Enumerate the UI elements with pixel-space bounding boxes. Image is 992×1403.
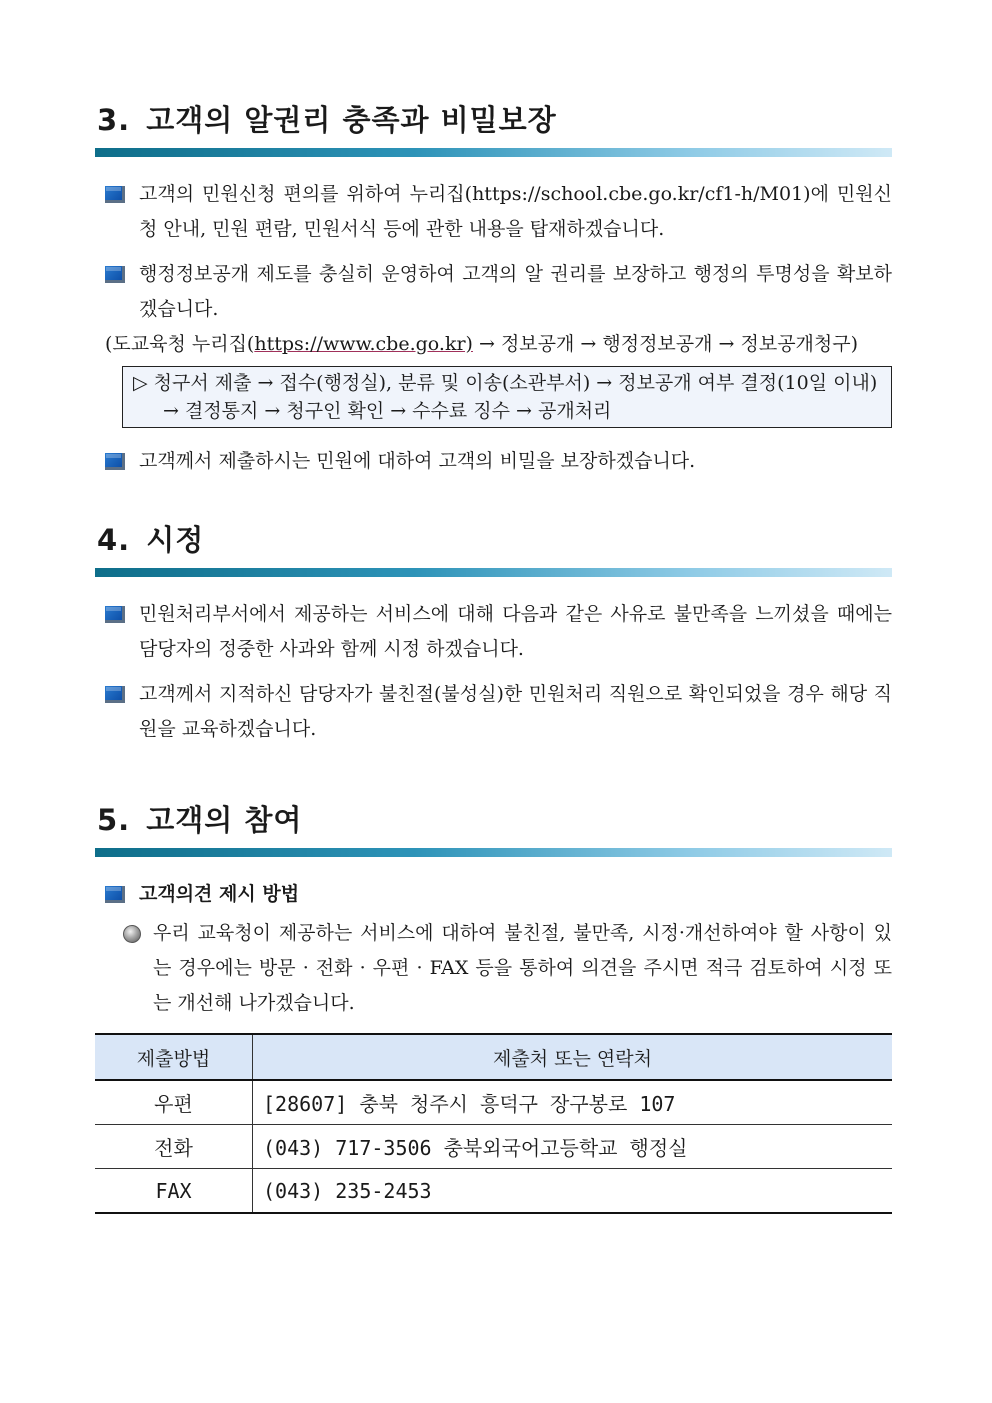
section-4-item-1-text: 민원처리부서에서 제공하는 서비스에 대해 다음과 같은 사유로 불만족을 느끼셨을 때에는 담당자의 정중한 사과와 함께 시정 하겠습니다. xyxy=(139,603,892,660)
square-bullet-icon xyxy=(105,606,125,623)
section-3-item-2 xyxy=(95,257,892,327)
table-header-row xyxy=(95,1034,892,1080)
round-bullet-icon xyxy=(123,925,141,943)
contact-cell: (043) 717-3506 충북외국어고등학교 행정실 xyxy=(253,1125,893,1169)
cbe-website-link[interactable]: https://www.cbe.go.kr) xyxy=(254,333,473,355)
section-3-item-1-text: 고객의 민원신청 편의를 위하여 누리집(https://school.cbe.go.kr/cf1-h/M01)에 민원신청 안내, 민원 편람, 민원서식 등에 관한 내용을 탑재하겠습니다. xyxy=(139,183,892,240)
contact-cell: (043) 235-2453 xyxy=(253,1169,893,1214)
note-prefix: (도교육청 누리집( xyxy=(105,333,255,355)
section-3-item-1 xyxy=(95,177,892,247)
section-4-title xyxy=(95,520,892,560)
section-3-title xyxy=(95,100,892,140)
section-3 xyxy=(95,100,892,479)
section-3-number: 3. xyxy=(97,103,131,137)
table-row xyxy=(95,1080,892,1125)
section-5-number: 5. xyxy=(97,803,131,837)
section-4-rule xyxy=(95,568,892,577)
section-5 xyxy=(95,800,892,1214)
note-suffix: → 정보공개 → 행정정보공개 → 정보공개청구) xyxy=(472,333,859,355)
disclosure-process-box xyxy=(122,366,892,428)
info-disclosure-note xyxy=(95,327,892,362)
header-method: 제출방법 xyxy=(95,1034,253,1080)
square-bullet-icon xyxy=(105,266,125,283)
section-5-title-text: 고객의 참여 xyxy=(146,803,303,837)
table-row xyxy=(95,1169,892,1214)
feedback-method-heading xyxy=(95,877,892,912)
section-3-title-text: 고객의 알권리 충족과 비밀보장 xyxy=(146,103,557,137)
square-bullet-icon xyxy=(105,686,125,703)
feedback-method-body-text: 우리 교육청이 제공하는 서비스에 대하여 불친절, 불만족, 시정·개선하여야 할 사항이 있는 경우에는 방문 · 전화 · 우편 · FAX 등을 통하여 의견을 주시면 적극 검토하여 시정 또는 개선해 나가겠습니다. xyxy=(153,922,892,1014)
process-line-2: → 결정통지 → 청구인 확인 → 수수료 징수 → 공개처리 xyxy=(163,400,612,422)
method-cell: FAX xyxy=(95,1169,253,1214)
contact-cell: [28607] 충북 청주시 흥덕구 장구봉로 107 xyxy=(253,1080,893,1125)
section-4-item-2-text: 고객께서 지적하신 담당자가 불친절(불성실)한 민원처리 직원으로 확인되었을 경우 해당 직원을 교육하겠습니다. xyxy=(139,683,892,740)
process-line-1: ▷ 청구서 제출 → 접수(행정실), 분류 및 이송(소관부서) → 정보공개 여부 결정(10일 이내) xyxy=(133,372,878,394)
section-3-rule xyxy=(95,148,892,157)
section-3-item-3 xyxy=(95,444,892,479)
feedback-method-body xyxy=(95,916,892,1021)
section-5-title xyxy=(95,800,892,840)
square-bullet-icon xyxy=(105,886,125,903)
method-cell: 우편 xyxy=(95,1080,253,1125)
contact-table xyxy=(95,1033,892,1214)
method-cell: 전화 xyxy=(95,1125,253,1169)
square-bullet-icon xyxy=(105,453,125,470)
section-3-item-3-text: 고객께서 제출하시는 민원에 대하여 고객의 비밀을 보장하겠습니다. xyxy=(139,450,696,472)
section-5-rule xyxy=(95,848,892,857)
section-4-item-2 xyxy=(95,677,892,747)
feedback-method-heading-text: 고객의견 제시 방법 xyxy=(139,883,300,905)
section-4-item-1 xyxy=(95,597,892,667)
section-4 xyxy=(95,520,892,747)
section-4-title-text: 시정 xyxy=(146,523,205,557)
section-4-number: 4. xyxy=(97,523,131,557)
header-contact: 제출처 또는 연락처 xyxy=(253,1034,893,1080)
square-bullet-icon xyxy=(105,186,125,203)
section-3-item-2-text: 행정정보공개 제도를 충실히 운영하여 고객의 알 권리를 보장하고 행정의 투명성을 확보하겠습니다. xyxy=(139,263,892,320)
table-row xyxy=(95,1125,892,1169)
